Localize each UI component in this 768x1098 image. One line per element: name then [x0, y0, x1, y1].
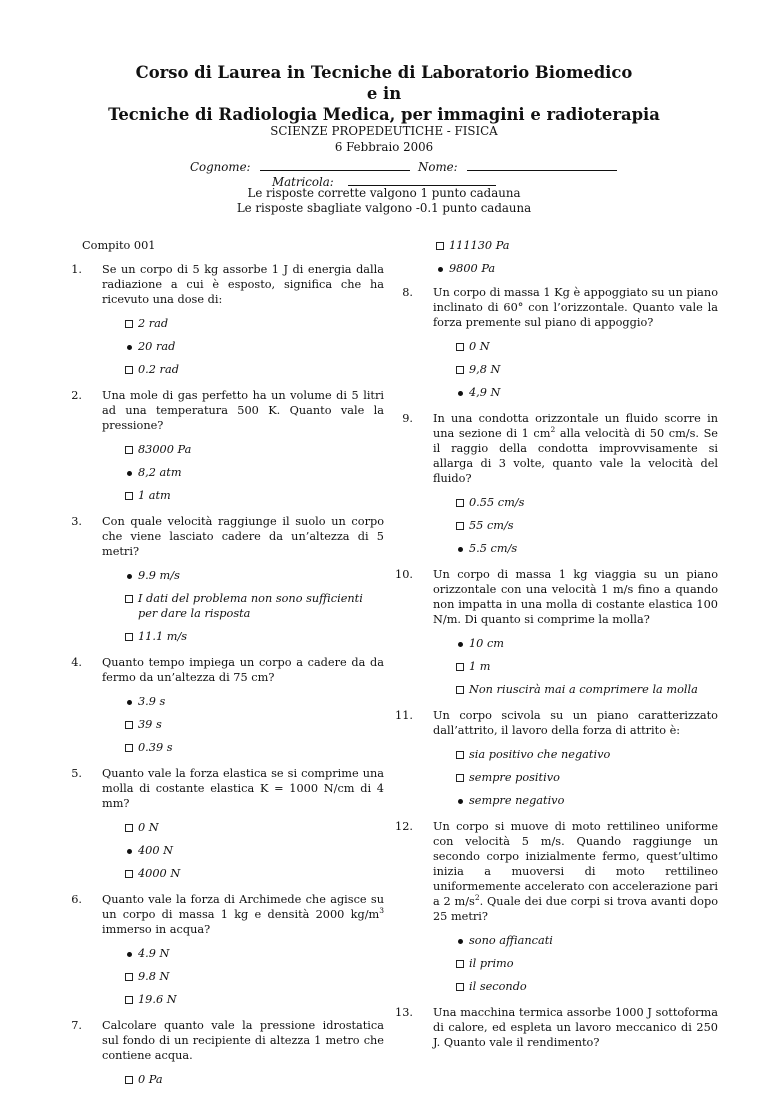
question-7 [71, 1018, 384, 1087]
name-row [190, 158, 617, 174]
question-number: 3. [71, 515, 82, 528]
answer-option[interactable] [124, 591, 384, 621]
question-9 [402, 411, 718, 556]
course-name: SCIENZE PROPEDEUTICHE - FISICA [270, 124, 498, 138]
answer-option[interactable] [455, 933, 718, 948]
answer-option-text: 11.1 m/s [138, 630, 188, 643]
checkbox-icon [124, 992, 134, 1008]
checkbox-icon [435, 238, 445, 254]
answer-option[interactable] [455, 979, 718, 994]
answer-option[interactable] [455, 956, 718, 971]
answer-option[interactable] [124, 316, 384, 331]
answer-option[interactable] [124, 629, 384, 644]
question-text: Quanto vale la forza elastica se si comprime una molla di costante elastica K = 1000 N/cm di 4 mm? [102, 767, 384, 810]
answer-option-text: 1 atm [138, 489, 171, 502]
answer-option-text: 10 cm [469, 637, 505, 650]
answer-option[interactable] [455, 747, 718, 762]
answer-option[interactable] [124, 488, 384, 503]
compito-label: Compito 001 [82, 239, 156, 252]
answer-option[interactable] [124, 843, 384, 858]
selected-bullet-icon [455, 385, 465, 400]
answer-option-text: 4000 N [138, 867, 181, 880]
checkbox-icon [455, 979, 465, 995]
question-text: Calcolare quanto vale la pressione idrostatica sul fondo di un recipiente di altezza 1 metro che contiene acqua. [102, 1019, 384, 1062]
answer-option[interactable] [124, 717, 384, 732]
question-text: Un corpo scivola su un piano caratterizzato dall’attrito, il lavoro della forza di attrito è: [433, 709, 718, 737]
answer-option-text: il secondo [469, 980, 527, 993]
selected-bullet-icon [455, 636, 465, 651]
answer-option-text: I dati del problema non sono sufficienti per dare la risposta [138, 592, 363, 620]
question-number: 12. [395, 820, 413, 833]
nome-label: Nome: [418, 160, 458, 174]
question-11 [395, 708, 718, 808]
left-column [71, 262, 384, 1098]
answer-option-text: il primo [469, 957, 514, 970]
question-number: 5. [71, 767, 82, 780]
checkbox-icon [124, 969, 134, 985]
checkbox-icon [124, 717, 134, 733]
checkbox-icon [124, 820, 134, 836]
answer-option-text: 39 s [138, 718, 162, 731]
question-13 [395, 1005, 718, 1050]
answer-option[interactable] [455, 362, 718, 377]
selected-bullet-icon [435, 261, 445, 276]
question-2 [71, 388, 384, 503]
title-line-2: e in [366, 84, 402, 103]
question-number: 10. [395, 568, 413, 581]
answer-option[interactable] [124, 442, 384, 457]
answer-option[interactable] [124, 568, 384, 583]
question-3 [71, 514, 384, 644]
question-text: Quanto tempo impiega un corpo a cadere da da fermo da un’altezza di 75 cm? [102, 656, 384, 684]
answer-option[interactable] [455, 385, 718, 400]
answer-option[interactable] [455, 770, 718, 785]
answer-option-text: 9800 Pa [449, 262, 496, 275]
checkbox-icon [455, 747, 465, 763]
right-column [395, 238, 718, 1061]
selected-bullet-icon [124, 568, 134, 583]
question-4 [71, 655, 384, 755]
title-line-1: Corso di Laurea in Tecniche di Laboratorio Biomedico [135, 63, 633, 82]
answer-option-text: 9.9 m/s [138, 569, 180, 582]
question-8 [402, 285, 718, 400]
question-number: 1. [71, 263, 82, 276]
answer-option[interactable] [455, 339, 718, 354]
answer-option[interactable] [124, 866, 384, 881]
answer-option-text: 9.8 N [138, 970, 170, 983]
question-6 [71, 892, 384, 1007]
answer-option[interactable] [455, 636, 718, 651]
checkbox-icon [124, 591, 134, 607]
answer-option[interactable] [124, 694, 384, 709]
question-text: Un corpo di massa 1 kg viaggia su un piano orizzontale con una velocità 1 m/s fino a quando non impatta in una molla di costante elastica 100 N/m. Di quanto si comprime la molla? [433, 568, 718, 626]
selected-bullet-icon [124, 465, 134, 480]
checkbox-icon [124, 629, 134, 645]
cognome-label: Cognome: [190, 160, 251, 174]
question-1 [71, 262, 384, 377]
checkbox-icon [455, 682, 465, 698]
question-5 [71, 766, 384, 881]
answer-option-text: Non riuscirà mai a comprimere la molla [469, 683, 698, 696]
checkbox-icon [455, 770, 465, 786]
checkbox-icon [124, 740, 134, 756]
question-number: 6. [71, 893, 82, 906]
selected-bullet-icon [124, 339, 134, 354]
answer-option[interactable] [124, 740, 384, 755]
answer-option[interactable] [124, 820, 384, 835]
checkbox-icon [124, 1072, 134, 1088]
exam-date: 6 Febbraio 2006 [334, 140, 434, 154]
question-number: 13. [395, 1006, 413, 1019]
answer-option-text: 55 cm/s [469, 519, 514, 532]
answer-option-text: 4.9 N [138, 947, 170, 960]
question-12 [395, 819, 718, 994]
question-text: Una macchina termica assorbe 1000 J sottoforma di calore, ed espleta un lavoro meccanico di 250 J. Quanto vale il rendimento? [433, 1006, 718, 1049]
answer-option[interactable] [124, 992, 384, 1007]
question-text: Un corpo di massa 1 Kg è appoggiato su un piano inclinato di 60° con l’orizzontale. Quanto vale la forza premente sul piano di appoggio? [433, 286, 718, 329]
checkbox-icon [455, 339, 465, 355]
checkbox-icon [124, 442, 134, 458]
answer-option[interactable] [435, 261, 718, 276]
matricola-label: Matricola: [272, 175, 334, 189]
question-number: 4. [71, 656, 82, 669]
answer-option-text: 9,8 N [469, 363, 501, 376]
selected-bullet-icon [455, 541, 465, 556]
question-number: 9. [402, 412, 413, 425]
answer-option-text: 0 N [138, 821, 159, 834]
question-text: Con quale velocità raggiunge il suolo un corpo che viene lasciato cadere da un’altezza di 5 metri? [102, 515, 384, 558]
question-number: 11. [395, 709, 413, 722]
answer-option-text: sempre negativo [469, 794, 565, 807]
answer-option-text: 3.9 s [138, 695, 166, 708]
question-10 [395, 567, 718, 697]
selected-bullet-icon [455, 793, 465, 808]
question-text: Se un corpo di 5 kg assorbe 1 J di energia dalla radiazione a cui è esposto, significa che ha ricevuto una dose di: [102, 263, 384, 306]
answer-option-text: 8,2 atm [138, 466, 182, 479]
answer-option[interactable] [124, 969, 384, 984]
checkbox-icon [455, 956, 465, 972]
answer-option[interactable] [455, 541, 718, 556]
question-number: 8. [402, 286, 413, 299]
answer-option-text: 2 rad [138, 317, 169, 330]
answer-option-text: 0 N [469, 340, 490, 353]
question-text: In una condotta orizzontale un fluido scorre in una sezione di 1 $cm^2$ alla velocità di 50 cm/s. Se il raggio della condotta improvvisamente si allarga di 3 volte, quanto vale la velocità del fluido? [433, 412, 718, 485]
answer-option-text: 0 Pa [138, 1073, 163, 1086]
checkbox-icon [455, 495, 465, 511]
answer-option-text: 0.55 cm/s [469, 496, 525, 509]
checkbox-icon [455, 518, 465, 534]
answer-option[interactable] [455, 518, 718, 533]
answer-option[interactable] [124, 946, 384, 961]
checkbox-icon [124, 316, 134, 332]
answer-option[interactable] [124, 465, 384, 480]
answer-option[interactable] [124, 339, 384, 354]
answer-option-text: sono affiancati [469, 934, 553, 947]
checkbox-icon [455, 659, 465, 675]
selected-bullet-icon [455, 933, 465, 948]
question-text: Un corpo si muove di moto rettilineo uniforme con velocità 5 m/s. Quando raggiunge un secondo corpo inizialmente fermo, quest’ultimo inizia a muoversi di moto rettilineo uniformemente accelerato con accelerazione pari a 2 $m/s^2$. Quale dei due corpi si trova avanti dopo 25 metri? [433, 820, 718, 923]
answer-option-text: 0.2 rad [138, 363, 179, 376]
answer-option[interactable] [455, 659, 718, 674]
answer-option[interactable] [455, 793, 718, 808]
selected-bullet-icon [124, 694, 134, 709]
answer-option[interactable] [124, 362, 384, 377]
checkbox-icon [124, 488, 134, 504]
answer-option-text: 5.5 cm/s [469, 542, 518, 555]
checkbox-icon [124, 362, 134, 378]
answer-option-text: 83000 Pa [138, 443, 192, 456]
document-title [0, 62, 768, 125]
answer-option[interactable] [124, 1072, 384, 1087]
rule-correct: Le risposte corrette valgono 1 punto cadauna [247, 186, 521, 200]
answer-option-text: sia positivo che negativo [469, 748, 611, 761]
question-text: Una mole di gas perfetto ha un volume di 5 litri ad una temperatura 500 K. Quanto vale la pressione? [102, 389, 384, 432]
selected-bullet-icon [124, 946, 134, 961]
question-7-continued [435, 238, 718, 276]
answer-option[interactable] [435, 238, 718, 253]
question-number: 7. [71, 1019, 82, 1032]
checkbox-icon [455, 362, 465, 378]
title-line-3: Tecniche di Radiologia Medica, per immagini e radioterapia [108, 105, 660, 124]
answer-option-text: 0.39 s [138, 741, 173, 754]
answer-option-text: 19.6 N [138, 993, 177, 1006]
nome-field[interactable] [467, 158, 617, 171]
answer-option-text: sempre positivo [469, 771, 560, 784]
selected-bullet-icon [124, 843, 134, 858]
answer-option-text: 400 N [138, 844, 174, 857]
question-number: 2. [71, 389, 82, 402]
checkbox-icon [124, 866, 134, 882]
answer-option-text: 111130 Pa [449, 239, 510, 252]
cognome-field[interactable] [260, 158, 410, 171]
question-text: Quanto vale la forza di Archimede che agisce su un corpo di massa 1 kg e densità 2000 $kg/m^3$ immerso in acqua? [102, 893, 384, 936]
answer-option-text: 4,9 N [469, 386, 501, 399]
rule-wrong: Le risposte sbagliate valgono -0.1 punto cadauna [236, 201, 532, 215]
answer-option[interactable] [455, 682, 718, 697]
answer-option[interactable] [455, 495, 718, 510]
answer-option-text: 1 m [469, 660, 491, 673]
answer-option-text: 20 rad [138, 340, 176, 353]
